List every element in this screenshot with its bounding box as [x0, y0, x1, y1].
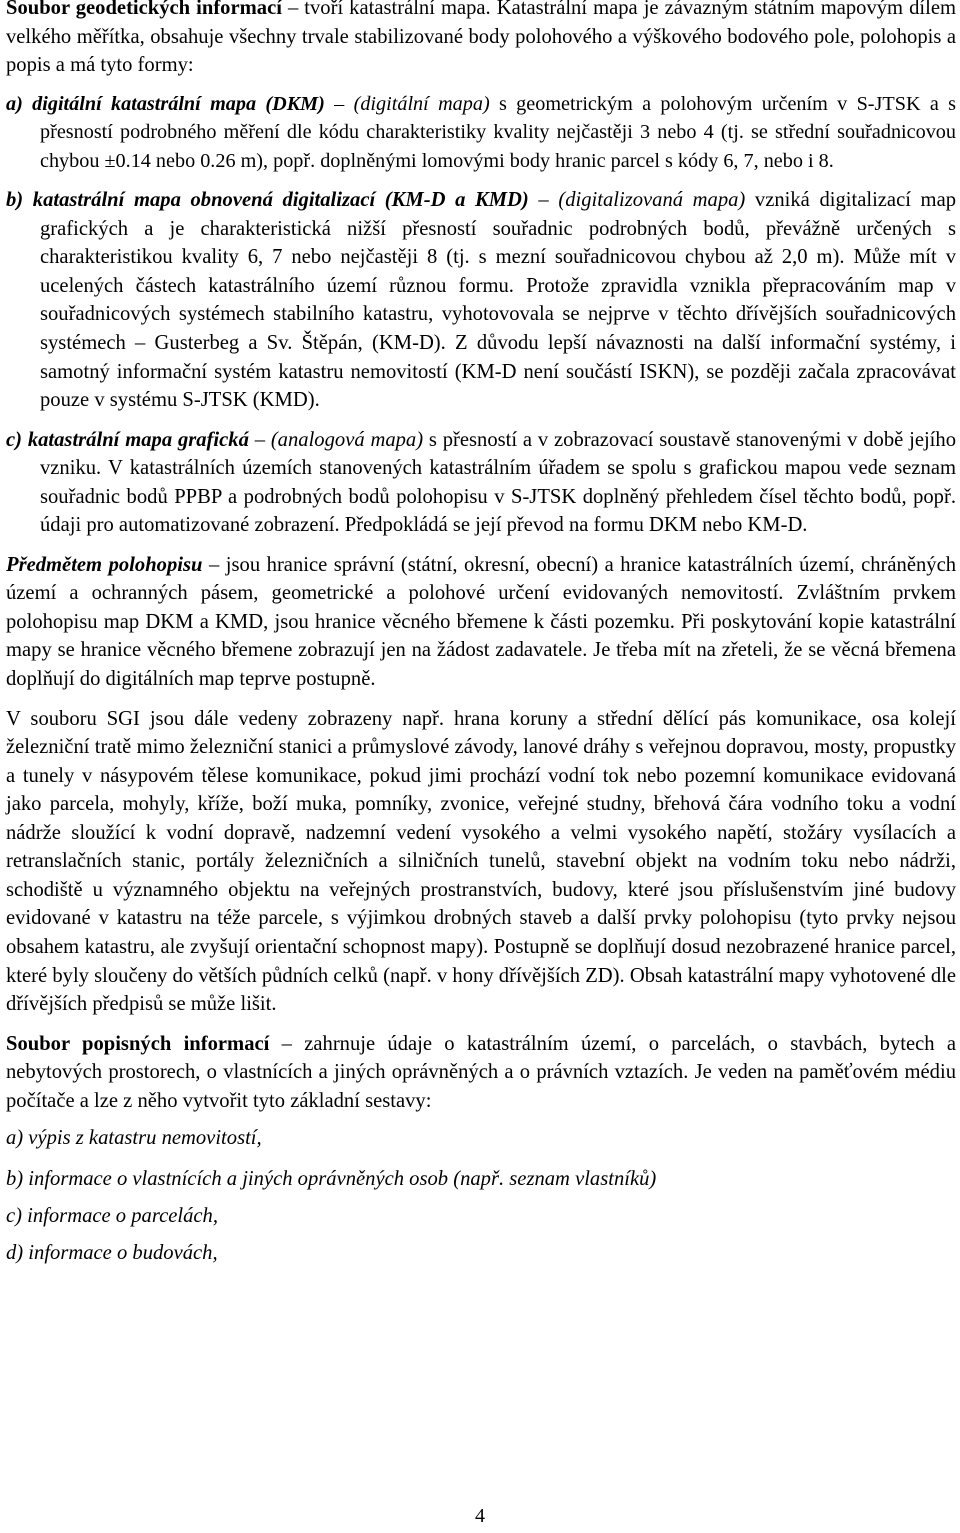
form-item-kmd: b) katastrální mapa obnovená digitalizací (KM-D a KMD) – (digitalizovaná mapa) vzniká digitalizací map grafických a je charakteristická nižší přesností souřadnic podrobných bodů, převážně určených s charakteristikou kvality 6, 7 nebo nejčastěji 8 (tj. s mezní souřadnicovou chybou až 2,0 m). Může mít v ucelených částech katastrálního území různou formu. Protože zpravidla vznikla přepracováním map v souřadnicových systémech stabilního katastru, vyhotovovala se nejprve v těchto dřívějších souřadnicových systémech – Gusterbeg a Sv. Štěpán, (KM-D). Z důvodu lepší návaznosti na další informační systémy, i samotný informační systém katastru nemovitostí (KM-D není součástí ISKN), se později začala zpracovávat pouze v systému S-JTSK (KMD).	[6, 189, 957, 412]
sgi-paragraph: Soubor geodetických informací – tvoří katastrální mapa. Katastrální mapa je závazným státním mapovým dílem velkého měřítka, obsahuje všechny trvale stabilizované body polohového a výškového bodového pole, polohopis a popis a má tyto formy:	[6, 0, 956, 80]
list-item: b) informace o vlastnících a jiných oprávněných osob (např. seznam vlastníků)	[6, 1167, 657, 1190]
sgi-lead: Soubor geodetických informací	[6, 0, 282, 19]
sgi-more-paragraph: V souboru SGI jsou dále vedeny zobrazeny např. hrana koruny a střední dělící pás komunikace, osa kolejí železniční tratě mimo železniční stanici a průmyslové závody, lanové dráhy s veřejnou dopravou, mosty, propustky a tunely v násypovém tělese komunikace, pokud jimi prochází vodní tok nebo pozemní komunikace evidovaná jako parcela, mohyly, kříže, boží muka, pomníky, zvonice, veřejné studny, břehová čára vodního toku a vodní nádrže sloužící k vodní dopravě, nadzemní vedení vysokého a velmi vysokého napětí, stožáry vysílacích a retranslačních stanic, portály železničních a silničních tunelů, stavební objekt na vodním toku nebo nádrži, schodiště u významného objektu na veřejných prostranstvích, budovy, které jsou příslušenstvím jiné budovy evidované v katastru na téže parcele, s výjimkou drobných staveb a další prvky polohopisu (tyto prvky nejsou obsahem katastru, ale zvyšují orientační schopnost mapy). Postupně se doplňují dosud nezobrazené hranice parcel, které byly sloučeny do větších půdních celků (např. v hony dřívějších ZD). Obsah katastrální mapy vyhotovené dle dřívějších předpisů se může lišit.	[6, 707, 956, 1016]
document-page	[6, 0, 956, 1267]
list-item: d) informace o budovách,	[6, 1241, 218, 1264]
polohopis-paragraph: Předmětem polohopisu – jsou hranice správní (státní, okresní, obecní) a hranice katastrálních území, chráněných území a ochranných pásem, geometrické a polohové určení evidovaných nemovitostí. Zvláštním prvkem polohopisu map DKM a KMD, jsou hranice věcného břemene k části pozemku. Při poskytování kopie katastrální mapy se hranice věcného břemene zobrazují jen na žádost zadavatele. Je třeba mít na zřeteli, že se věcná břemena doplňují do digitálních map teprve postupně.	[6, 553, 957, 691]
sgi-text: tvoří katastrální mapa. Katastrální mapa je závazným státním mapovým dílem velkého měřítka, obsahuje všechny trvale stabilizované body polohového a výškového bodového pole, polohopis a popis a má tyto formy:	[6, 0, 956, 77]
spi-paragraph: Soubor popisných informací – zahrnuje údaje o katastrálním území, o parcelách, o stavbách, bytech a nebytových prostorech, o vlastnících a jiných oprávněných a o právních vztazích. Je veden na paměťovém médiu počítače a lze z něho vytvořit tyto základní sestavy:	[6, 1032, 956, 1112]
list-item: a) výpis z katastru nemovitostí,	[6, 1127, 262, 1150]
list-item: c) informace o parcelách,	[6, 1205, 218, 1228]
form-item-dkm: a) digitální katastrální mapa (DKM) – (digitální mapa) s geometrickým a polohovým určením v S-JTSK a s přesností podrobného měření dle kódu charakteristiky kvality nejčastěji 3 nebo 4 (tj. se střední souřadnicovou chybou ±0.14 nebo 0.26 m), popř. doplněnými lomovými body hranic parcel s kódy 6, 7, nebo i 8.	[6, 92, 956, 172]
page-number: 4	[475, 1505, 485, 1527]
form-item-graficka: c) katastrální mapa grafická – (analogová mapa) s přesností a v zobrazovací soustavě stanovenými v době jejího vzniku. V katastrálních územích stanovených katastrálním úřadem se spolu s grafickou mapou vede seznam souřadnic bodů PPBP a podrobných bodů polohopisu v S-JTSK doplněný přehledem čísel těchto bodů, popř. údaji pro automatizované zobrazení. Předpokládá se její převod na formu DKM nebo KM-D.	[6, 428, 957, 537]
